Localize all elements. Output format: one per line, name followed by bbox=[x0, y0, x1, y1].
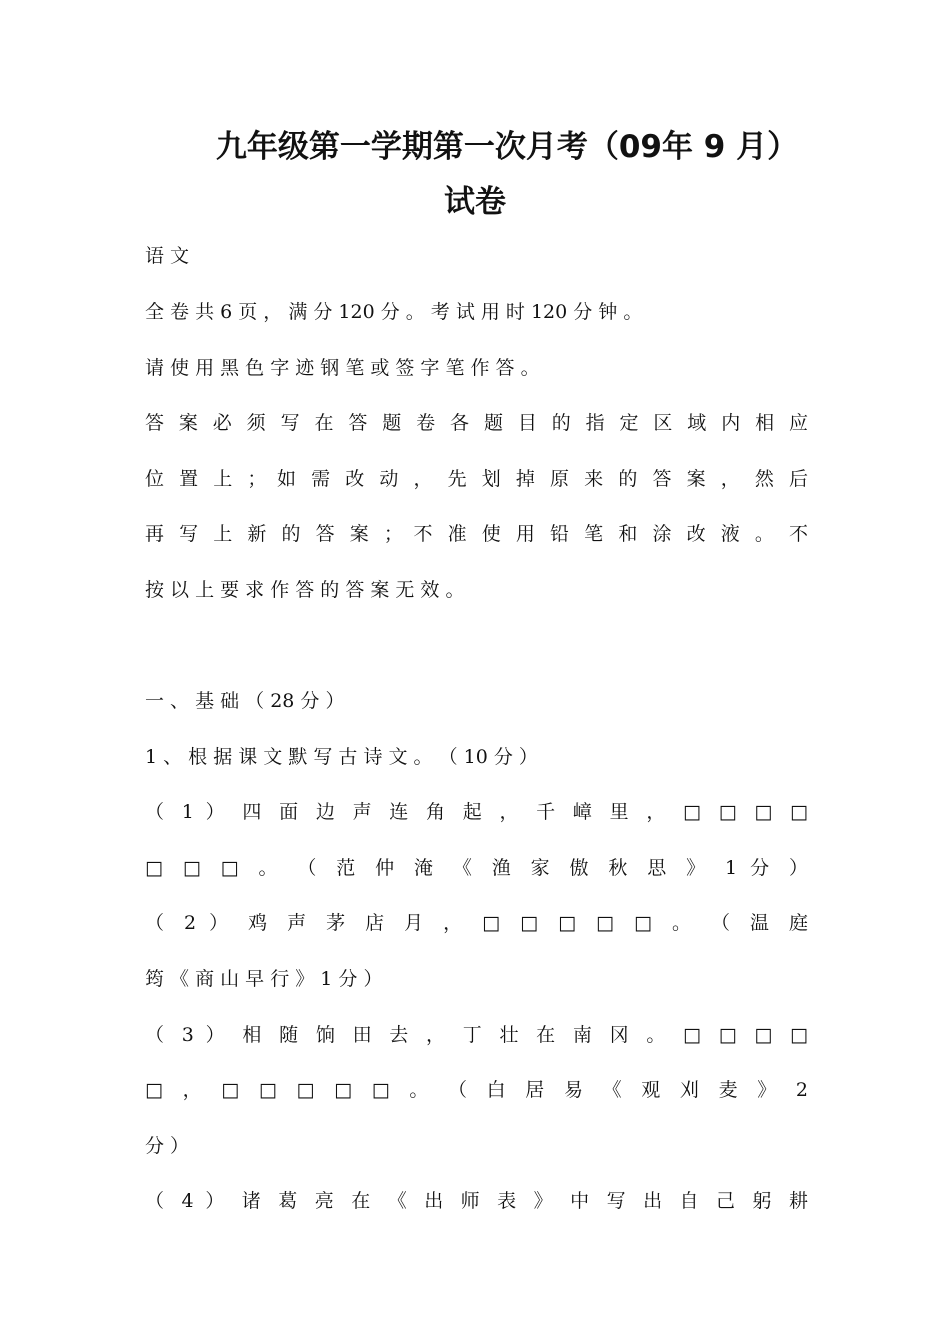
document-subtitle: 试卷 bbox=[444, 184, 506, 220]
instruction-line: 按 以 上 要 求 作 答 的 答 案 无 效 。 bbox=[145, 579, 465, 601]
question-line: □ □ □ 。 （ 范 仲 淹 《 渔 家 傲 秋 思 》 1 分 ） bbox=[145, 857, 808, 879]
subject-label: 语 文 bbox=[145, 245, 190, 267]
question-line: （ 3 ） 相 随 饷 田 去 ， 丁 壮 在 南 冈 。 □ □ □ □ bbox=[145, 1024, 808, 1046]
document-title: 九年级第一学期第一次月考（09年 9 月） bbox=[215, 129, 799, 165]
question-line: □ ， □ □ □ □ □ 。 （ 白 居 易 《 观 刈 麦 》 2 bbox=[145, 1079, 808, 1101]
question-line: 筠 《 商 山 早 行 》 1 分 ） bbox=[145, 968, 383, 990]
question-line: （ 1 ） 四 面 边 声 连 角 起 ， 千 嶂 里 ， □ □ □ □ bbox=[145, 801, 808, 823]
section-heading: 一 、 基 础 （ 28 分 ） bbox=[145, 690, 345, 712]
exam-info-line: 全 卷 共 6 页 ， 满 分 120 分 。 考 试 用 时 120 分 钟 。 bbox=[145, 301, 643, 323]
question-line: 分 ） bbox=[145, 1135, 190, 1157]
instruction-line: 答 案 必 须 写 在 答 题 卷 各 题 目 的 指 定 区 域 内 相 应 bbox=[145, 412, 808, 434]
question-line: （ 4 ） 诸 葛 亮 在 《 出 师 表 》 中 写 出 自 己 躬 耕 bbox=[145, 1190, 808, 1212]
question-line: （ 2 ） 鸡 声 茅 店 月 ， □ □ □ □ □ 。 （ 温 庭 bbox=[145, 912, 808, 934]
instruction-line: 再 写 上 新 的 答 案 ； 不 准 使 用 铅 笔 和 涂 改 液 。 不 bbox=[145, 523, 808, 545]
instruction-line: 位 置 上 ； 如 需 改 动 ， 先 划 掉 原 来 的 答 案 ， 然 后 bbox=[145, 468, 808, 490]
question-heading: 1 、 根 据 课 文 默 写 古 诗 文 。 （ 10 分 ） bbox=[145, 746, 538, 768]
instruction-line: 请 使 用 黑 色 字 迹 钢 笔 或 签 字 笔 作 答 。 bbox=[145, 357, 540, 379]
